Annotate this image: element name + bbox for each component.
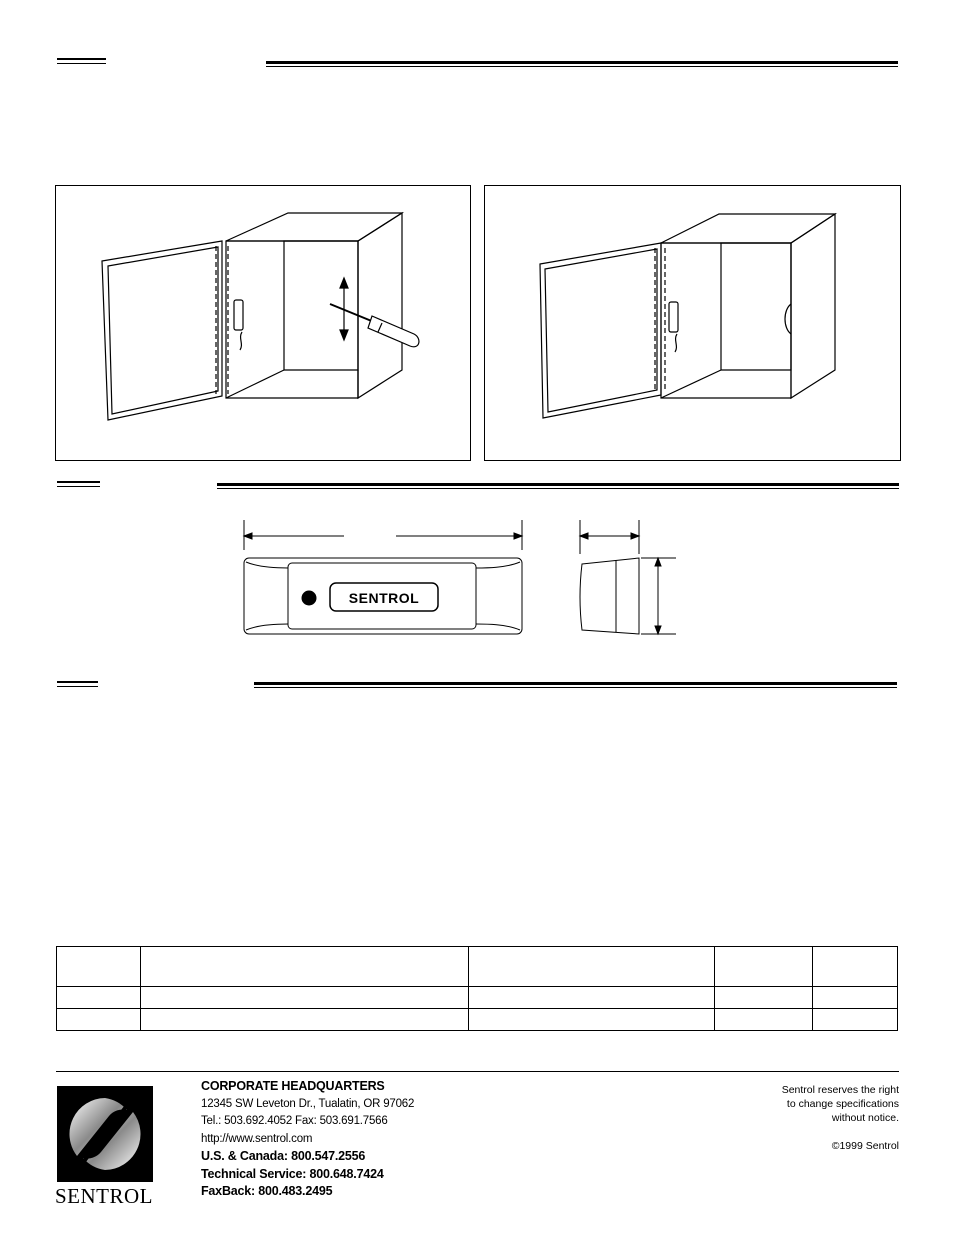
hq-phone-fax: Tel.: 503.692.4052 Fax: 503.691.7566 <box>201 1115 388 1127</box>
notice-line-2: to change specifications <box>786 1098 899 1110</box>
dimension-drawing <box>236 514 682 640</box>
notice-line-1: Sentrol reserves the right <box>781 1084 899 1096</box>
table-cell <box>140 1009 469 1031</box>
table-header-row <box>57 947 898 987</box>
table-row <box>57 987 898 1009</box>
hq-title: CORPORATE HEADQUARTERS <box>201 1079 385 1093</box>
cabinet-with-screwdriver-drawing <box>56 186 470 460</box>
table-cell <box>140 987 469 1009</box>
table-cell <box>57 1009 141 1031</box>
table-cell <box>57 947 141 987</box>
section-rule-short-3 <box>57 681 98 687</box>
table-cell <box>813 947 898 987</box>
table-row <box>57 1009 898 1031</box>
footer-divider <box>56 1071 899 1072</box>
table-cell <box>715 947 813 987</box>
product-label: SENTROL <box>348 590 420 606</box>
table-cell <box>715 1009 813 1031</box>
hq-address: 12345 SW Leveton Dr., Tualatin, OR 97062 <box>201 1097 415 1110</box>
copyright: ©1999 Sentrol <box>831 1140 899 1152</box>
figure-panel-left <box>55 185 471 461</box>
hq-tech-service: Technical Service: 800.648.7424 <box>201 1166 384 1181</box>
spec-notice <box>782 1083 899 1153</box>
table-cell <box>469 1009 715 1031</box>
figure-panel-right <box>484 185 901 461</box>
sentrol-logo-icon <box>57 1086 153 1182</box>
section-rule-long-3 <box>254 682 897 685</box>
table-cell <box>57 987 141 1009</box>
table-cell <box>140 947 469 987</box>
notice-line-3: without notice. <box>831 1112 899 1124</box>
table-cell <box>469 947 715 987</box>
section-rule-long-1 <box>266 61 898 64</box>
table-cell <box>813 987 898 1009</box>
cabinet-mounted-drawing <box>485 186 900 460</box>
hq-website-link[interactable]: http://www.sentrol.com <box>201 1132 313 1145</box>
hq-us-canada: U.S. & Canada: 800.547.2556 <box>201 1149 366 1163</box>
table-cell <box>469 987 715 1009</box>
table-cell <box>813 1009 898 1031</box>
section-rule-long-2 <box>217 483 899 486</box>
hq-faxback: FaxBack: 800.483.2495 <box>201 1184 333 1198</box>
section-rule-short-1 <box>57 58 106 64</box>
table-cell <box>715 987 813 1009</box>
logo-wordmark: SENTROL <box>55 1184 153 1208</box>
section-rule-short-2 <box>57 481 100 487</box>
spec-table <box>56 946 898 1031</box>
headquarters-contact <box>201 1078 414 1201</box>
